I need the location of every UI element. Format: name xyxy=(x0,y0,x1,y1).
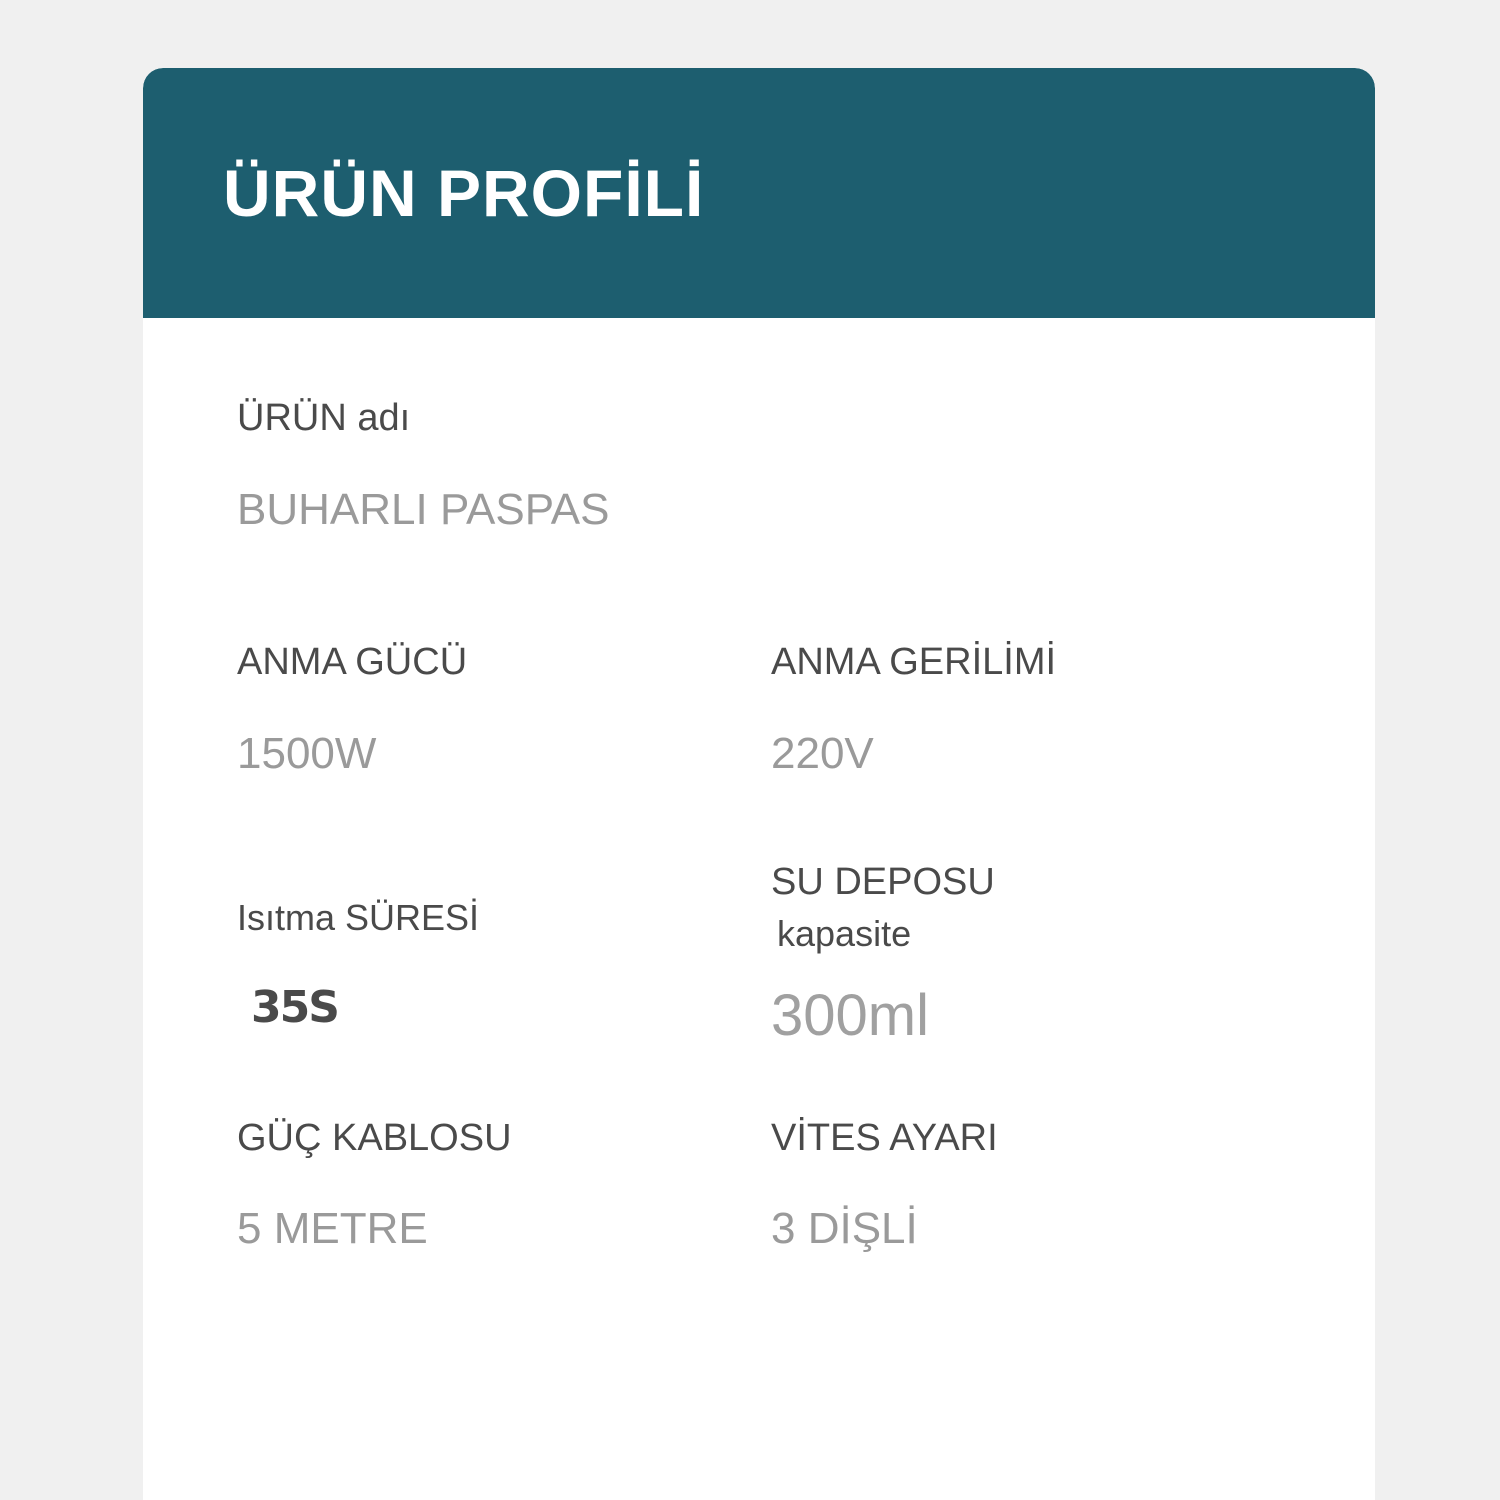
spec-block-cord-gear xyxy=(223,1118,1295,1254)
spec-label-rated-power: ANMA GÜCÜ xyxy=(237,641,468,684)
spec-value-rated-power: 1500W xyxy=(237,728,377,778)
spec-value-heating-time: 35S xyxy=(251,981,338,1033)
product-profile-card xyxy=(143,68,1375,1500)
spec-block-power-voltage xyxy=(223,642,1295,778)
spec-cell-water-tank xyxy=(759,862,1295,1047)
spec-label-heating-time: Isıtma SÜRESİ xyxy=(237,897,480,939)
specifications-body xyxy=(143,318,1375,1254)
spec-cell-gear-setting xyxy=(759,1118,1295,1254)
spec-cell-rated-power xyxy=(223,642,759,778)
spec-block-heating-tank xyxy=(223,862,1295,1047)
spec-label-power-cord: GÜÇ KABLOSU xyxy=(237,1116,512,1159)
spec-label-product-name: ÜRÜN adı xyxy=(237,397,411,439)
page-title: ÜRÜN PROFİLİ xyxy=(223,156,705,230)
spec-empty-cell xyxy=(759,398,1295,534)
spec-cell-rated-voltage xyxy=(759,642,1295,778)
spec-value-product-name: BUHARLI PASPAS xyxy=(237,484,610,534)
spec-block-product-name xyxy=(223,398,1295,534)
spec-cell-heating-time xyxy=(223,862,759,1047)
spec-sublabel-water-tank-capacity: kapasite xyxy=(777,913,912,955)
card-header xyxy=(143,68,1375,318)
spec-label-rated-voltage: ANMA GERİLİMİ xyxy=(771,641,1057,684)
spec-value-rated-voltage: 220V xyxy=(771,728,874,778)
spec-value-gear-setting: 3 DİŞLİ xyxy=(771,1204,918,1254)
spec-cell-power-cord xyxy=(223,1118,759,1254)
spec-label-water-tank: SU DEPOSU xyxy=(771,861,995,904)
spec-label-gear-setting: VİTES AYARI xyxy=(771,1116,998,1159)
spec-value-water-tank: 300ml xyxy=(771,982,929,1048)
spec-value-power-cord: 5 METRE xyxy=(237,1204,428,1254)
